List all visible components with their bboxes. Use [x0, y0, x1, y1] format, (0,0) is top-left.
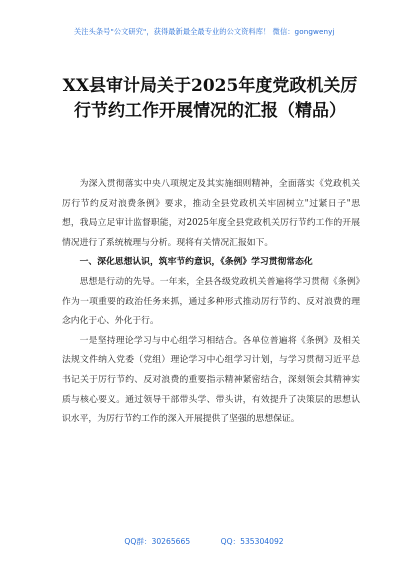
footer-contact	[0, 536, 408, 547]
document-title: XX县审计局关于2025年度党政机关厉行节约工作开展情况的汇报（精品）	[62, 76, 358, 121]
document-body	[62, 175, 360, 430]
header-banner: 关注头条号"公文研究"，获得最新最全最专业的公文资料库！ 微信：gongwenyj	[74, 27, 335, 36]
footer-qq: QQ：535304092	[220, 537, 284, 546]
section-paragraph: 一是坚持理论学习与中心组学习相结合。各单位普遍将《条例》及相关法规文件纳入党委（党组）理论学习中心组学习计划，与学习贯彻习近平总书记关于厉行节约、反对浪费的重要指示精神紧密结合，深刻领会其精神实质与核心要义。通过领导干部带头学、带头讲，有效提升了决策层的思想认识水平，为厉行节约工作的深入开展提供了坚强的思想保证。	[62, 335, 360, 425]
footer-qq-group: QQ群：30265665	[124, 537, 191, 546]
intro-paragraph: 为深入贯彻落实中央八项规定及其实施细则精神，全面落实《党政机关厉行节约反对浪费条例》要求，推动全县党政机关牢固树立"过紧日子"思想，我局立足审计监督职能，对2025年度全县党政机关厉行节约工作的开展情况进行了系统梳理与分析。现将有关情况汇报如下。	[62, 179, 360, 248]
section-heading-1: 一、深化思想认识，筑牢节约意识，《条例》学习贯彻常态化	[79, 257, 313, 268]
section-paragraph: 思想是行动的先导。一年来，全县各级党政机关普遍将学习贯彻《条例》作为一项重要的政治任务来抓，通过多种形式推动厉行节约、反对浪费的理念内化于心、外化于行。	[62, 276, 360, 327]
